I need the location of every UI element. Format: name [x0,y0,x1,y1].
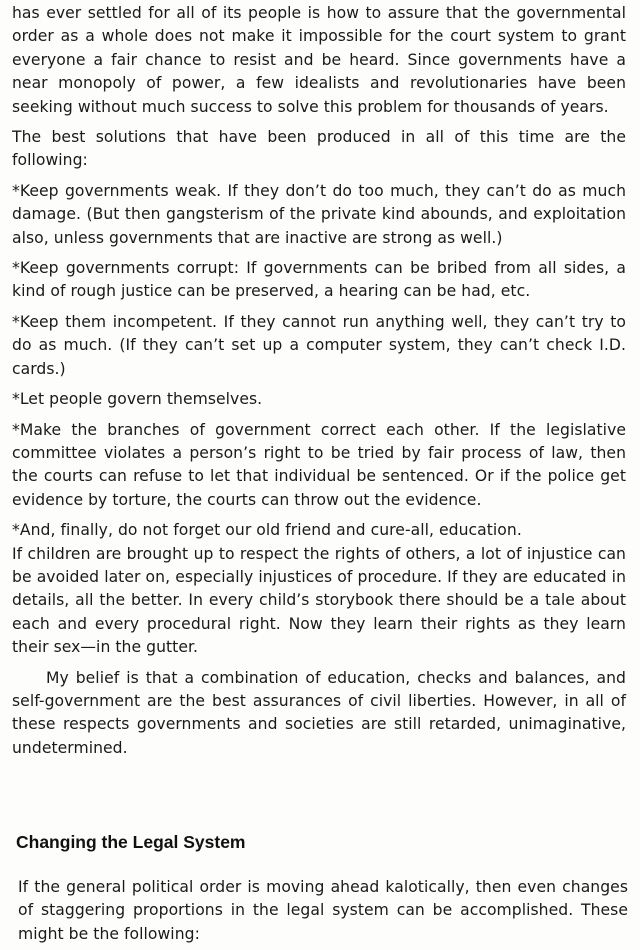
paragraph-children: If children are brought up to respect the rights of others, a lot of injustice can be avoided later on, especially injustices of procedure. If they are educated in details, all the better. In every child’s storybook there should be a tale about each and every procedural right. Now they learn their rights as they learn their sex—in the gutter. [12,544,626,657]
list-item-branches: *Make the branches of government correct each other. If the legislative committee violates a person’s right to be tried by fair process of law, then the courts can refuse to let that individual be sentenced. Or if the police get evidence by torture, the courts can throw out the evidence. [12,420,626,509]
list-item-education: *And, finally, do not forget our old friend and cure-all, education. [12,521,522,540]
paragraph-legal-system: If the general political order is moving ahead kalotically, then even changes of staggering proportions in the legal system can be accomplished. These might be the following: [18,878,628,943]
list-item-incompetent: *Keep them incompetent. If they cannot run anything well, they can’t try to do as much. (If they can’t set up a computer system, they can’t check I.D. cards.) [12,312,626,378]
list-item-weak: *Keep governments weak. If they don’t do too much, they can’t do as much damage. (But then gangsterism of the private kind abounds, and exploitation also, unless governments that are inactive are strong as well.) [12,181,626,247]
section-heading: Changing the Legal System [16,832,246,852]
list-item-self-govern: *Let people govern themselves. [12,390,263,409]
list-item-corrupt: *Keep governments corrupt: If governments can be bribed from all sides, a kind of rough justice can be preserved, a hearing can be had, etc. [12,259,626,301]
paragraph-opening: has ever settled for all of its people is how to assure that the governmental order as a whole does not make it impossible for the court system to grant everyone a fair chance to resist and be heard. Since governments have a near monopoly of power, a few idealists and revolutionaries have been seeking without much success to solve this problem for thousands of years. [12,4,626,116]
paragraph-belief: My belief is that a combination of education, checks and balances, and self-government are the best assurances of civil liberties. However, in all of these respects governments and societies are still retarded, unimaginative, undetermined. [12,668,626,757]
paragraph-best-solutions: The best solutions that have been produced in all of this time are the following: [12,128,626,170]
